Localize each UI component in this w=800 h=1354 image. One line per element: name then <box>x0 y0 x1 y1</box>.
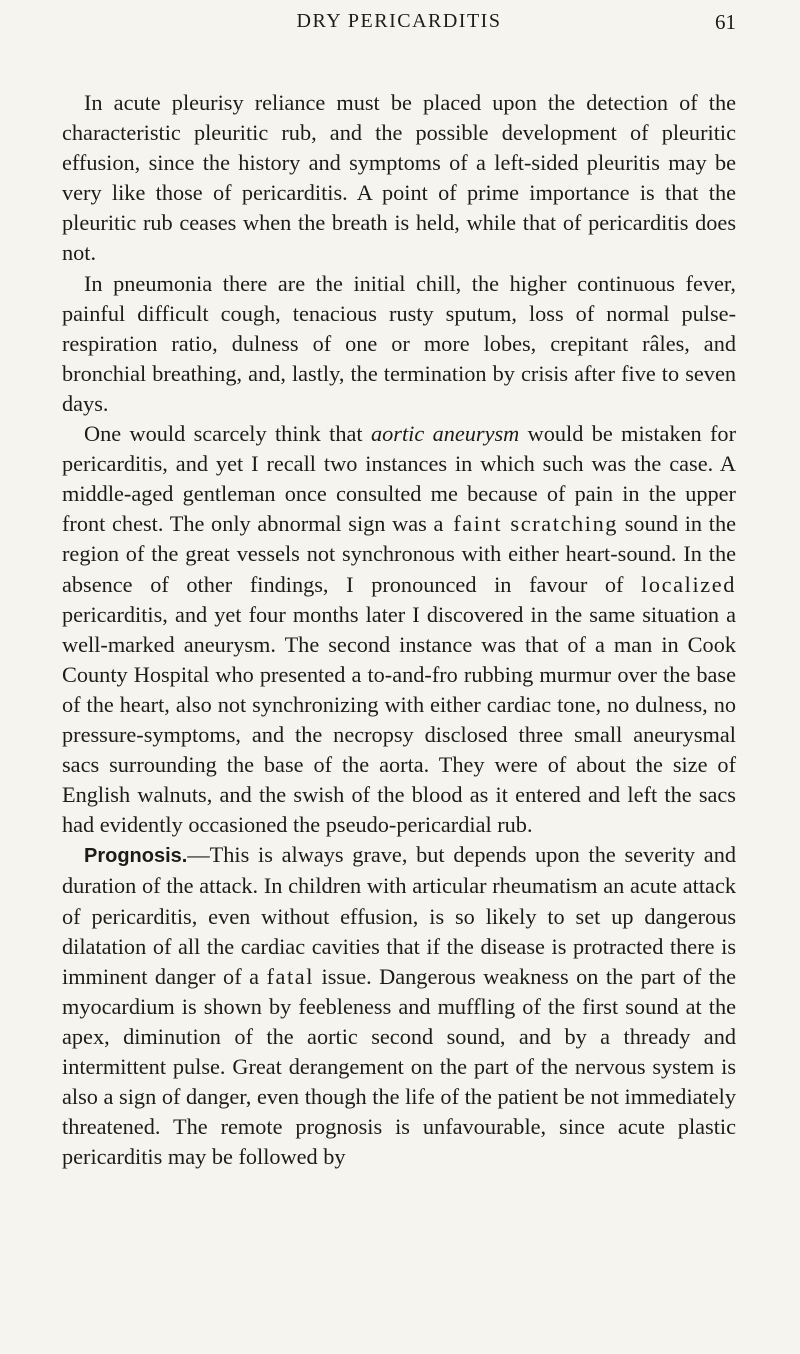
body-text <box>62 88 736 1172</box>
section-heading-prognosis: Prognosis. <box>84 845 188 868</box>
aneurysm-text-part-b: sound in the region of the great vessels not synchronous with either heart-sound. In the absence of other findings, I pronounced in favour of <box>62 511 736 597</box>
paragraph-pneumonia: In pneumonia there are the initial chill, the higher continuous fever, painful difficult cough, tenacious rusty sputum, loss of normal pulse-respiration ratio, dulness of one or more lobes, crepitant râles, and bronchial breathing, and, lastly, the termination by crisis after five to seven days. <box>62 270 736 416</box>
paragraph-pleurisy: In acute pleurisy reliance must be placed upon the detection of the characteristic pleuritic rub, and the possible development of pleuritic effusion, since the history and symptoms of a left-sided pleuritis may be very like those of pericarditis. A point of prime importance is that the pleuritic rub ceases when the breath is held, while that of pericarditis does not. <box>62 90 736 266</box>
page-number: 61 <box>715 10 736 34</box>
paragraph-prognosis <box>62 840 736 1172</box>
running-title: DRY PERICARDITIS <box>296 10 502 32</box>
paragraph-aortic-aneurysm <box>62 419 736 840</box>
emphasis-faint-scratching: a faint scratching <box>433 511 619 537</box>
emphasis-fatal: fatal <box>266 963 315 989</box>
prognosis-text-part-a: —This is always grave, but depends upon the severity and duration of the attack. In children with articular rheumatism an acute attack of pericarditis, even without effusion, is so likely to set up dangerous dilatation of all the cardiac cavities that if the disease is protracted there is imminent danger of a <box>62 842 736 989</box>
aneurysm-term: aortic aneurysm <box>370 421 520 447</box>
running-head <box>62 6 736 36</box>
aneurysm-text-part-a: would be mistaken for pericarditis, and yet I recall two instances in which such was the case. A middle-aged gentleman once consulted me because of pain in the upper front chest. The only abnormal sign was <box>62 421 736 537</box>
prognosis-text-part-b: issue. Dangerous weakness on the part of the myocardium is shown by feebleness and muffling of the first sound at the apex, diminution of the aortic second sound, and by a thready and intermittent pulse. Great derangement on the part of the nervous system is also a sign of danger, even though the life of the patient be not immediately threatened. The remote prognosis is unfavourable, since acute plastic pericarditis may be followed by <box>62 963 736 1170</box>
aneurysm-text-part-c: pericarditis, and yet four months later I discovered in the same situation a well-marked aneurysm. The second instance was that of a man in Cook County Hospital who presented a to-and-fro rubbing murmur over the base of the heart, also not synchronizing with either cardiac tone, no dulness, no pressure-symptoms, and the necropsy disclosed three small aneurysmal sacs surrounding the base of the aorta. They were of about the size of English walnuts, and the swish of the blood as it entered and left the sacs had evidently occasioned the pseudo-pericardial rub. <box>62 601 736 838</box>
aneurysm-text-intro: One would scarcely think that <box>84 421 371 447</box>
emphasis-localized: localized <box>641 571 736 597</box>
